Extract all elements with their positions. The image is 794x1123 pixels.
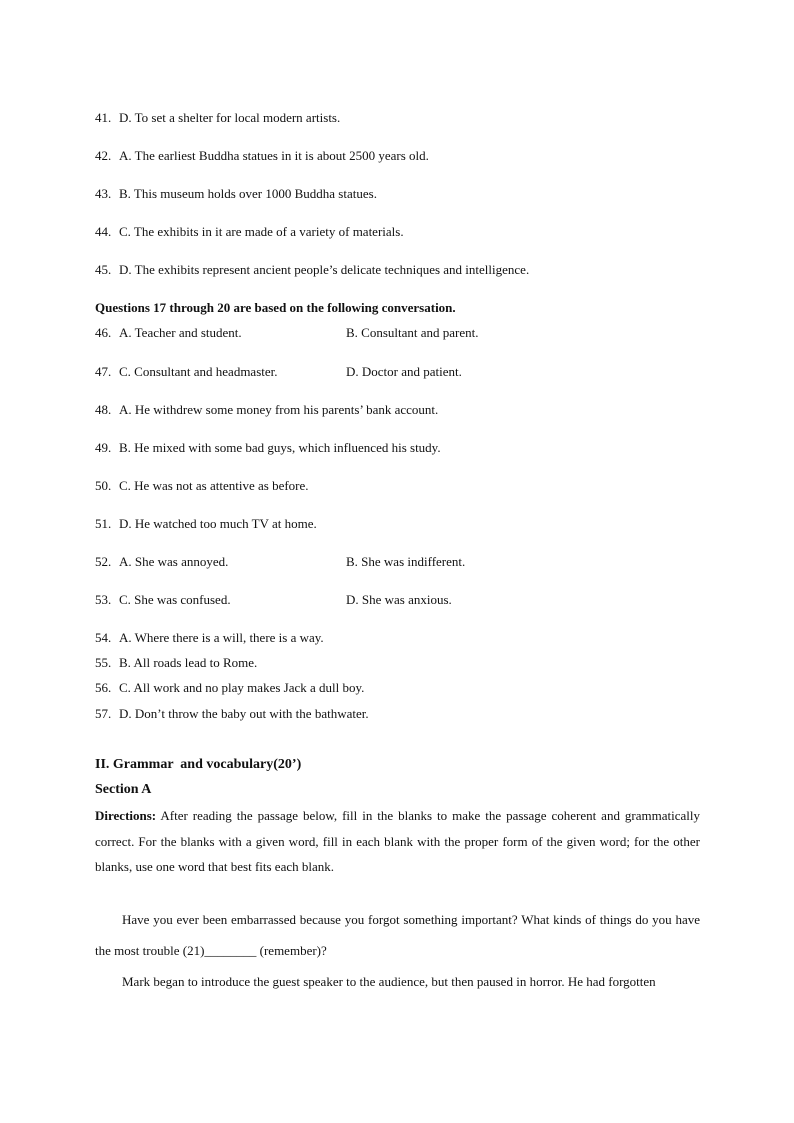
- answer-option-44: 44. C. The exhibits in it are made of a variety of materials.: [95, 224, 404, 239]
- answer-option-51: 51. D. He watched too much TV at home.: [95, 516, 317, 531]
- answer-option-52: 52. A. She was annoyed.: [95, 554, 229, 569]
- answer-option-52-b: B. She was indifferent.: [346, 554, 466, 569]
- section-title: II. Grammar and vocabulary(20’): [95, 757, 302, 772]
- directions-label: Directions:: [95, 808, 157, 823]
- answer-option-49: 49. B. He mixed with some bad guys, which influenced his study.: [95, 440, 441, 455]
- answer-option-47-b: D. Doctor and patient.: [346, 364, 462, 379]
- answer-option-50: 50. C. He was not as attentive as before.: [95, 478, 309, 493]
- answer-option-48: 48. A. He withdrew some money from his parents’ bank account.: [95, 402, 439, 417]
- answer-option-45: 45. D. The exhibits represent ancient people’s delicate techniques and intelligence.: [95, 262, 530, 277]
- answer-option-53-b: D. She was anxious.: [346, 592, 452, 607]
- answer-option-57: 57. D. Don’t throw the baby out with the bathwater.: [95, 706, 369, 721]
- passage-paragraph-2: Mark began to introduce the guest speaker to the audience, but then paused in horror. He had forgotten: [122, 974, 656, 989]
- answer-option-46: 46. A. Teacher and student.: [95, 325, 242, 340]
- answer-option-41: 41. D. To set a shelter for local modern artists.: [95, 110, 341, 125]
- answer-option-54: 54. A. Where there is a will, there is a way.: [95, 630, 324, 645]
- answer-option-43: 43. B. This museum holds over 1000 Buddha statues.: [95, 186, 377, 201]
- section-subtitle: Section A: [95, 782, 152, 797]
- answer-option-53: 53. C. She was confused.: [95, 592, 231, 607]
- directions-text: After reading the passage below, fill in the blanks to make the passage coherent and grammatically correct. For the blanks with a given word, fill in each blank with the proper form of the given word; for the other blanks, use one word that best fits each blank.: [95, 808, 700, 874]
- answer-option-46-b: B. Consultant and parent.: [346, 325, 479, 340]
- answer-option-55: 55. B. All roads lead to Rome.: [95, 655, 258, 670]
- answer-option-56: 56. C. All work and no play makes Jack a dull boy.: [95, 680, 365, 695]
- directions-paragraph: [95, 803, 700, 880]
- questions-heading: Questions 17 through 20 are based on the following conversation.: [95, 300, 456, 315]
- answer-option-47: 47. C. Consultant and headmaster.: [95, 364, 278, 379]
- passage-paragraph-1: Have you ever been embarrassed because you forgot something important? What kinds of things do you have the most trouble (21)________ (remember)?: [95, 912, 700, 958]
- answer-option-42: 42. A. The earliest Buddha statues in it is about 2500 years old.: [95, 148, 429, 163]
